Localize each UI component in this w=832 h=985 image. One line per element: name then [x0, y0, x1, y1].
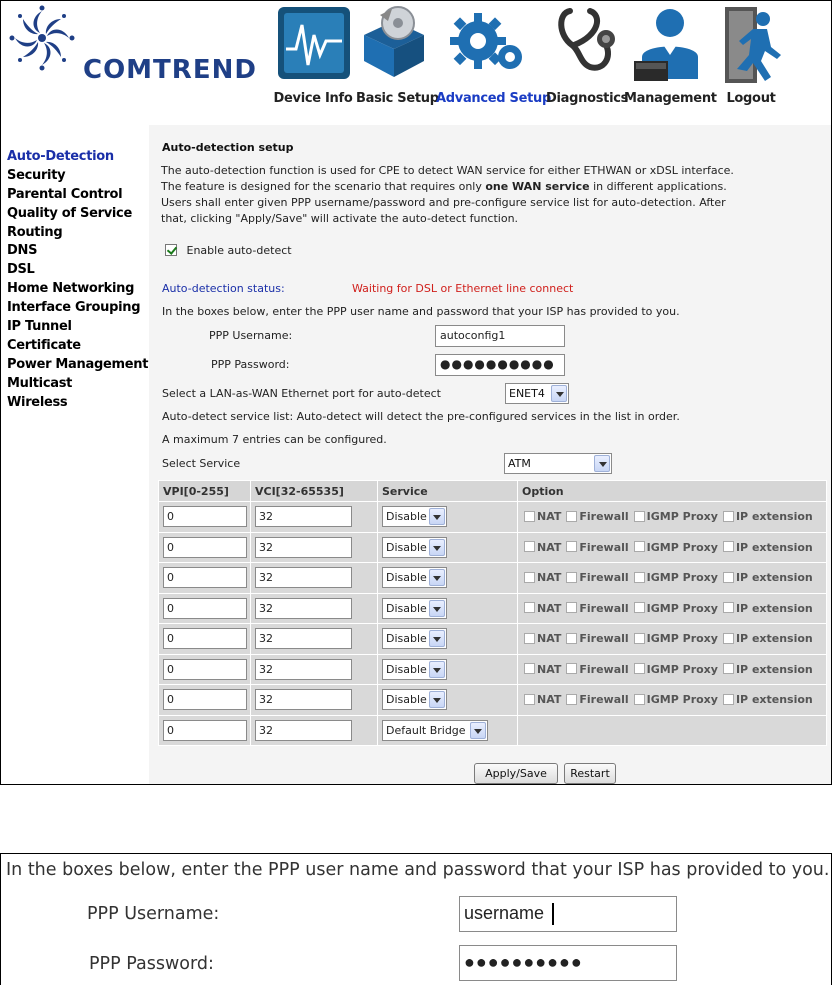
sidebar-item-security[interactable]: Security	[7, 168, 66, 183]
enable-auto-detect-row	[165, 243, 292, 257]
description-line	[161, 179, 727, 195]
service-select[interactable]	[382, 720, 488, 741]
option-ipext-checkbox[interactable]	[723, 602, 734, 613]
chevron-down-icon	[429, 539, 445, 556]
vpi-cell	[159, 593, 251, 624]
sidebar-item-dns[interactable]: DNS	[7, 243, 38, 258]
option-igmp	[634, 632, 718, 645]
service-cell	[378, 654, 518, 685]
option-ipext	[723, 510, 813, 523]
option-firewall	[566, 663, 628, 676]
vci-input[interactable]: 32	[255, 659, 352, 680]
select-service-value: ATM	[508, 457, 531, 470]
option-nat	[524, 510, 561, 523]
arrow-glyph	[433, 668, 441, 673]
chevron-down-icon	[429, 508, 445, 525]
table-row	[159, 715, 827, 746]
zoom-username-label: PPP Username:	[87, 904, 220, 924]
option-firewall-checkbox[interactable]	[566, 572, 577, 583]
service-select-value: Disable	[386, 632, 427, 645]
vpi-input[interactable]: 0	[163, 567, 247, 588]
service-select[interactable]	[382, 689, 447, 710]
arrow-glyph	[433, 576, 441, 581]
lan-as-wan-label: Select a LAN-as-WAN Ethernet port for auto-detect	[162, 387, 441, 400]
option-firewall-checkbox[interactable]	[566, 633, 577, 644]
sidebar-item-ip-tunnel[interactable]: IP Tunnel	[7, 319, 72, 334]
vpi-input[interactable]: 0	[163, 659, 247, 680]
chevron-down-icon	[429, 691, 445, 708]
chevron-down-icon	[470, 722, 486, 739]
option-firewall-checkbox[interactable]	[566, 602, 577, 613]
service-cell	[378, 502, 518, 533]
diagnostics-icon	[550, 5, 620, 83]
option-nat-checkbox[interactable]	[524, 541, 535, 552]
option-firewall	[566, 632, 628, 645]
option-ipext-label: IP extension	[735, 571, 813, 584]
sidebar-item-interface-grouping[interactable]: Interface Grouping	[7, 300, 141, 315]
option-checkboxes	[524, 541, 818, 554]
option-nat-label: NAT	[537, 540, 562, 554]
logout-icon	[721, 5, 785, 85]
vci-input[interactable]: 32	[255, 628, 352, 649]
vci-cell	[251, 685, 378, 716]
nav-logout[interactable]	[713, 5, 789, 117]
nav-device-info[interactable]	[273, 5, 353, 117]
option-ipext-checkbox[interactable]	[723, 663, 734, 674]
option-ipext-label: IP extension	[735, 662, 813, 676]
service-list-table	[158, 480, 827, 746]
option-ipext-label: IP extension	[735, 601, 813, 615]
option-ipext-label: IP extension	[735, 540, 813, 554]
option-ipext-label: IP extension	[735, 632, 813, 645]
option-cell	[518, 654, 827, 685]
option-firewall	[566, 571, 628, 584]
option-ipext-checkbox[interactable]	[723, 572, 734, 583]
option-ipext	[723, 693, 813, 706]
header	[1, 1, 831, 125]
sidebar-item-quality-of-service[interactable]: Quality of Service	[7, 206, 132, 221]
option-igmp-checkbox[interactable]	[634, 602, 645, 613]
service-cell	[378, 532, 518, 563]
comtrend-globe-icon	[9, 5, 75, 85]
enable-auto-detect-label: Enable auto-detect	[186, 243, 292, 257]
option-firewall	[566, 693, 628, 706]
option-nat	[524, 632, 561, 645]
option-cell	[518, 685, 827, 716]
option-nat-label: NAT	[537, 510, 562, 523]
option-igmp-label: IGMP Proxy	[646, 693, 718, 706]
ppp-password-label: PPP Password:	[211, 358, 290, 371]
option-ipext-checkbox[interactable]	[723, 541, 734, 552]
column-header-service: Service	[378, 481, 518, 502]
option-ipext-label: IP extension	[735, 510, 813, 523]
device-info-icon	[276, 5, 352, 83]
option-nat-label: NAT	[537, 662, 562, 676]
arrow-glyph	[474, 729, 482, 734]
option-firewall-label: Firewall	[579, 571, 629, 584]
table-header-row	[159, 481, 827, 502]
sidebar-item-auto-detection[interactable]: Auto-Detection	[7, 149, 114, 164]
vci-input[interactable]: 32	[255, 598, 352, 619]
zoomed-ppp-fields	[0, 853, 832, 985]
option-checkboxes	[524, 663, 818, 676]
arrow-glyph	[433, 698, 441, 703]
description-line: The auto-detection function is used for CPE to detect WAN service for either ETHWAN or xDSL interface.	[161, 164, 734, 177]
option-igmp	[634, 541, 718, 554]
option-igmp-checkbox[interactable]	[634, 633, 645, 644]
option-nat-checkbox[interactable]	[524, 602, 535, 613]
option-nat-label: NAT	[537, 601, 562, 615]
option-firewall	[566, 602, 628, 615]
option-nat-checkbox[interactable]	[524, 633, 535, 644]
description-emphasis: one WAN service	[485, 180, 590, 193]
table-row	[159, 685, 827, 716]
service-select-value: Disable	[386, 510, 427, 523]
chevron-down-icon	[429, 661, 445, 678]
table-row	[159, 593, 827, 624]
nav-advanced-setup[interactable]	[436, 5, 551, 117]
vpi-cell	[159, 532, 251, 563]
nav-basic-setup[interactable]	[356, 5, 439, 117]
arrow-glyph	[433, 515, 441, 520]
zoom-username-input[interactable]	[459, 896, 677, 932]
option-cell	[518, 624, 827, 655]
column-header-vpi: VPI[0-255]	[159, 481, 251, 502]
arrow-glyph	[433, 637, 441, 642]
management-icon	[632, 5, 704, 83]
option-ipext	[723, 663, 813, 676]
option-firewall-checkbox[interactable]	[566, 663, 577, 674]
status-label: Auto-detection status:	[162, 282, 285, 295]
ppp-hint: In the boxes below, enter the PPP user name and password that your ISP has provided to you.	[162, 305, 680, 318]
page-title: Auto-detection setup	[162, 141, 294, 154]
option-nat	[524, 663, 561, 676]
service-cell	[378, 593, 518, 624]
status-value: Waiting for DSL or Ethernet line connect	[352, 282, 574, 295]
sidebar-item-multicast[interactable]: Multicast	[7, 376, 73, 391]
advanced-setup-icon	[448, 5, 528, 83]
chevron-down-icon	[429, 630, 445, 647]
service-select[interactable]	[382, 628, 447, 649]
zoom-username-value: username	[464, 903, 545, 923]
option-nat-label: NAT	[537, 693, 562, 706]
content-panel	[149, 125, 831, 785]
option-cell	[518, 593, 827, 624]
chevron-down-icon	[429, 569, 445, 586]
vpi-cell	[159, 563, 251, 594]
option-igmp	[634, 571, 718, 584]
nav-management[interactable]	[624, 5, 717, 117]
option-nat-label: NAT	[537, 571, 562, 584]
option-nat	[524, 602, 561, 615]
option-igmp-label: IGMP Proxy	[646, 571, 718, 584]
column-header-vci: VCI[32-65535]	[251, 481, 378, 502]
option-ipext-label: IP extension	[735, 693, 813, 706]
vpi-cell	[159, 685, 251, 716]
vpi-cell	[159, 715, 251, 746]
option-checkboxes	[524, 510, 818, 523]
vci-cell	[251, 532, 378, 563]
basic-setup-icon	[358, 5, 430, 83]
option-ipext	[723, 632, 813, 645]
option-checkboxes	[524, 571, 818, 584]
option-firewall-checkbox[interactable]	[566, 541, 577, 552]
enable-auto-detect-checkbox[interactable]	[165, 244, 177, 256]
service-cell	[378, 685, 518, 716]
nav-label: Logout	[726, 91, 776, 106]
service-select-value: Disable	[386, 601, 427, 615]
option-nat	[524, 693, 561, 706]
nav-diagnostics[interactable]	[546, 5, 629, 117]
vci-cell	[251, 502, 378, 533]
vpi-input[interactable]: 0	[163, 506, 247, 527]
service-select[interactable]	[382, 567, 447, 588]
vci-cell	[251, 624, 378, 655]
option-igmp	[634, 510, 718, 523]
option-firewall-label: Firewall	[579, 510, 629, 523]
vpi-input[interactable]: 0	[163, 720, 247, 741]
service-select[interactable]	[382, 659, 447, 680]
option-ipext-checkbox[interactable]	[723, 511, 734, 522]
arrow-glyph	[433, 546, 441, 551]
select-service-label: Select Service	[162, 457, 241, 470]
option-firewall	[566, 541, 628, 554]
vci-input[interactable]: 32	[255, 689, 352, 710]
option-checkboxes	[524, 693, 818, 706]
option-ipext	[723, 571, 813, 584]
vci-cell	[251, 654, 378, 685]
option-igmp	[634, 663, 718, 676]
sidebar-item-certificate[interactable]: Certificate	[7, 338, 81, 353]
service-select-value: Disable	[386, 571, 427, 584]
option-igmp-checkbox[interactable]	[634, 694, 645, 705]
vpi-input[interactable]: 0	[163, 689, 247, 710]
option-cell	[518, 715, 827, 746]
vpi-input[interactable]: 0	[163, 598, 247, 619]
vpi-input[interactable]: 0	[163, 628, 247, 649]
option-ipext	[723, 602, 813, 615]
option-igmp-label: IGMP Proxy	[646, 662, 718, 676]
nav-label: Diagnostics	[546, 91, 629, 106]
vpi-cell	[159, 624, 251, 655]
select-service-dropdown[interactable]	[504, 453, 612, 474]
option-igmp-label: IGMP Proxy	[646, 510, 718, 523]
description-text: in different applications.	[589, 180, 727, 193]
vpi-cell	[159, 502, 251, 533]
vci-cell	[251, 563, 378, 594]
option-firewall	[566, 510, 628, 523]
nav-label: Basic Setup	[356, 91, 439, 106]
option-igmp-label: IGMP Proxy	[646, 632, 718, 645]
ppp-password-input[interactable]: ●●●●●●●●●●	[435, 354, 565, 376]
option-firewall-label: Firewall	[579, 540, 629, 554]
brand-name: COMTREND	[83, 55, 257, 85]
table-row	[159, 532, 827, 563]
option-cell	[518, 532, 827, 563]
option-checkboxes	[524, 632, 818, 645]
option-firewall-label: Firewall	[579, 662, 629, 676]
service-cell	[378, 563, 518, 594]
zoom-password-label: PPP Password:	[89, 954, 214, 974]
restart-button[interactable]: Restart	[564, 763, 616, 784]
option-checkboxes	[524, 602, 818, 615]
zoom-password-input[interactable]: ●●●●●●●●●●	[459, 945, 677, 981]
option-nat	[524, 541, 561, 554]
service-select[interactable]	[382, 506, 447, 527]
option-firewall-label: Firewall	[579, 632, 629, 645]
service-select[interactable]	[382, 537, 447, 558]
lan-as-wan-select[interactable]	[505, 383, 569, 404]
vci-input[interactable]: 32	[255, 720, 352, 741]
option-firewall-checkbox[interactable]	[566, 694, 577, 705]
sidebar-item-dsl[interactable]: DSL	[7, 262, 35, 277]
apply-save-button[interactable]: Apply/Save	[474, 763, 558, 784]
comtrend-logo	[9, 5, 269, 91]
column-header-option: Option	[518, 481, 827, 502]
nav-label: Advanced Setup	[436, 91, 551, 106]
sidebar-item-home-networking[interactable]: Home Networking	[7, 281, 135, 296]
vpi-input[interactable]: 0	[163, 537, 247, 558]
option-igmp-label: IGMP Proxy	[646, 540, 718, 554]
lan-as-wan-select-value: ENET4	[509, 387, 545, 400]
option-firewall-label: Firewall	[579, 693, 629, 706]
zoom-ppp-hint: In the boxes below, enter the PPP user name and password that your ISP has provided to you.	[6, 860, 830, 880]
sidebar-item-routing[interactable]: Routing	[7, 225, 63, 240]
vci-input[interactable]: 32	[255, 567, 352, 588]
option-ipext-checkbox[interactable]	[723, 694, 734, 705]
option-nat-label: NAT	[537, 632, 562, 645]
option-nat	[524, 571, 561, 584]
service-list-note: Auto-detect service list: Auto-detect will detect the pre-configured services in the list in order.	[162, 410, 680, 423]
option-ipext-checkbox[interactable]	[723, 633, 734, 644]
vci-cell	[251, 715, 378, 746]
service-select-value: Disable	[386, 662, 427, 676]
chevron-down-icon	[429, 600, 445, 617]
option-nat-checkbox[interactable]	[524, 663, 535, 674]
description-text: The feature is designed for the scenario that requires only	[161, 180, 486, 193]
arrow-glyph	[433, 607, 441, 612]
chevron-down-icon	[551, 385, 567, 402]
vci-cell	[251, 593, 378, 624]
option-nat-checkbox[interactable]	[524, 511, 535, 522]
option-nat-checkbox[interactable]	[524, 694, 535, 705]
max-entries-note: A maximum 7 entries can be configured.	[162, 433, 387, 446]
text-cursor	[552, 903, 554, 925]
table-row	[159, 624, 827, 655]
table-row	[159, 563, 827, 594]
service-cell	[378, 715, 518, 746]
option-igmp	[634, 602, 718, 615]
option-igmp-checkbox[interactable]	[634, 511, 645, 522]
sidebar-item-parental-control[interactable]: Parental Control	[7, 187, 123, 202]
ppp-username-input[interactable]: autoconfig1	[435, 325, 565, 347]
sidebar-item-wireless[interactable]: Wireless	[7, 395, 68, 410]
option-nat-checkbox[interactable]	[524, 572, 535, 583]
option-igmp-checkbox[interactable]	[634, 663, 645, 674]
description-line: Users shall enter given PPP username/password and pre-configure service list for auto-detection. After	[161, 196, 726, 209]
option-firewall-checkbox[interactable]	[566, 511, 577, 522]
table-row	[159, 502, 827, 533]
chevron-down-icon	[594, 455, 610, 472]
option-igmp-label: IGMP Proxy	[646, 601, 718, 615]
service-select-value: Disable	[386, 540, 427, 554]
option-igmp-checkbox[interactable]	[634, 572, 645, 583]
service-select[interactable]	[382, 598, 447, 619]
vci-input[interactable]: 32	[255, 537, 352, 558]
option-ipext	[723, 541, 813, 554]
option-cell	[518, 563, 827, 594]
description-line: that, clicking "Apply/Save" will activate the auto-detect function.	[161, 212, 519, 225]
option-igmp-checkbox[interactable]	[634, 541, 645, 552]
service-select-value: Disable	[386, 693, 427, 706]
option-igmp	[634, 693, 718, 706]
vpi-cell	[159, 654, 251, 685]
sidebar	[1, 125, 149, 785]
ppp-username-label: PPP Username:	[209, 329, 293, 342]
table-row	[159, 654, 827, 685]
service-select-value: Default Bridge	[386, 723, 466, 737]
sidebar-item-power-management[interactable]: Power Management	[7, 357, 149, 372]
option-firewall-label: Firewall	[579, 601, 629, 615]
vci-input[interactable]: 32	[255, 506, 352, 527]
nav-label: Management	[624, 91, 717, 106]
service-cell	[378, 624, 518, 655]
option-cell	[518, 502, 827, 533]
nav-label: Device Info	[273, 91, 353, 106]
